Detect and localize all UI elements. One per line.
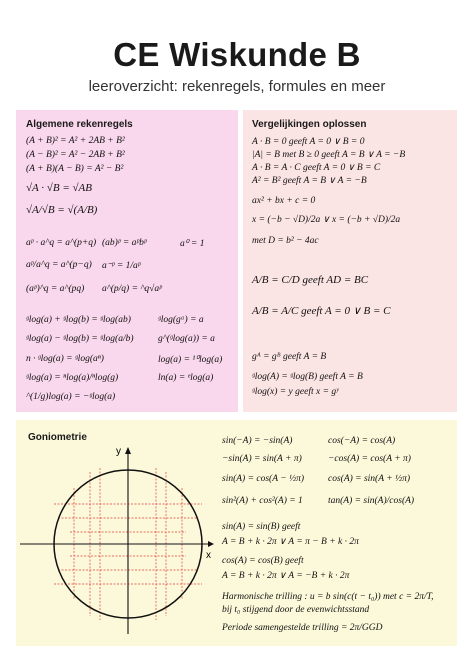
rule-equal-numerators: A/B = A/C geeft A = 0 ∨ B = C (252, 305, 391, 317)
formula-sum-diff: (A + B)(A − B) = A² − B² (26, 164, 124, 174)
axis-y-label: y (116, 446, 121, 457)
axes (20, 447, 214, 634)
formula-log-reciprocal-base: ^(1/g)log(a) = −ᵍlog(a) (26, 392, 116, 402)
discriminant: met D = b² − 4ac (252, 236, 319, 246)
period-combined-oscillation: Periode samengestelde trilling = 2π/GGD (222, 623, 383, 633)
panel-title: Vergelijkingen oplossen (252, 119, 367, 130)
formula-sin-pi: −sin(A) = sin(A + π) (222, 454, 302, 464)
panel-goniometrie (16, 420, 457, 646)
unit-circle-diagram (18, 444, 218, 644)
rule-common-factor: A · B = A · C geeft A = 0 ∨ B = C (252, 163, 381, 173)
formula-exp-fraction: a^(p/q) = ^q√aᵖ (102, 284, 162, 294)
formula-cos-neg: cos(−A) = cos(A) (328, 436, 396, 446)
formula-log-base10: log(a) = ¹⁰log(a) (158, 355, 223, 365)
abc-formula: x = (−b − √D)/2a ∨ x = (−b + √D)/2a (252, 215, 401, 225)
axis-x-label: x (206, 550, 211, 561)
rule-sin-solution: A = B + k · 2π ∨ A = π − B + k · 2π (222, 537, 359, 547)
formula-root-product: √A · √B = √AB (26, 182, 92, 194)
formula-exp-power: (aᵖ)^q = a^(pq) (26, 284, 85, 294)
panel-title: Goniometrie (28, 432, 87, 443)
formula-exp-zero: a⁰ = 1 (180, 239, 205, 249)
formula-cos-pi: −cos(A) = cos(A + π) (328, 454, 411, 464)
formula-log-power: n · ᵍlog(a) = ᵍlog(aⁿ) (26, 354, 104, 364)
formula-root-quotient: √A/√B = √(A/B) (26, 204, 98, 216)
formula-exp-power-product: (ab)ᵖ = aᵖbᵖ (102, 238, 147, 248)
rule-log-solve: ᵍlog(x) = y geeft x = gʸ (252, 387, 339, 397)
rule-product-zero: A · B = 0 geeft A = 0 ∨ B = 0 (252, 137, 365, 147)
rule-squares: A² = B² geeft A = B ∨ A = −B (252, 176, 367, 186)
formula-square-diff: (A − B)² = A² − 2AB + B² (26, 150, 125, 160)
rule-cos-equal: cos(A) = cos(B) geeft (222, 556, 304, 566)
panel-title: Algemene rekenregels (26, 119, 133, 130)
formula-log-sum: ᵍlog(a) + ᵍlog(b) = ᵍlog(ab) (26, 315, 131, 325)
formula-square-sum: (A + B)² = A² + 2AB + B² (26, 136, 125, 146)
panel-vergelijkingen-oplossen (243, 110, 457, 412)
formula-exp-quotient: aᵖ/a^q = a^(p−q) (26, 260, 92, 270)
formula-exp-product: aᵖ · a^q = a^(p+q) (26, 238, 97, 248)
rule-absolute: |A| = B met B ≥ 0 geeft A = B ∨ A = −B (252, 150, 406, 160)
harmonic-oscillation: Harmonische trilling : u = b sin(c(t − t₀)) met c = 2π/T, (222, 592, 434, 602)
formula-log-change-base: ᵍlog(a) = ⁿlog(a)/ⁿlog(g) (26, 373, 119, 383)
quadratic-equation: ax² + bx + c = 0 (252, 196, 316, 206)
page-title: CE Wiskunde B (113, 36, 361, 73)
formula-cos-shift: cos(A) = sin(A + ½π) (328, 474, 411, 484)
formula-exp-negative: a⁻ᵖ = 1/aᵖ (102, 261, 141, 271)
rule-sin-equal: sin(A) = sin(B) geeft (222, 522, 301, 532)
formula-sin-neg: sin(−A) = −sin(A) (222, 436, 293, 446)
formula-sin-shift: sin(A) = cos(A − ½π) (222, 474, 305, 484)
rule-exponential: gᴬ = gᴮ geeft A = B (252, 352, 327, 362)
rule-log-equal: ᵍlog(A) = ᵍlog(B) geeft A = B (252, 372, 363, 382)
formula-log-difference: ᵍlog(a) − ᵍlog(b) = ᵍlog(a/b) (26, 334, 134, 344)
page-subtitle: leeroverzicht: rekenregels, formules en meer (88, 78, 386, 95)
formula-tan: tan(A) = sin(A)/cos(A) (328, 496, 415, 506)
formula-ln: ln(a) = ᵉlog(a) (158, 373, 214, 383)
panel-algemene-rekenregels (16, 110, 238, 412)
formula-pythagoras: sin²(A) + cos²(A) = 1 (222, 496, 303, 506)
formula-log-inverse: ᵍlog(gᵃ) = a (158, 315, 204, 325)
harmonic-oscillation-note: bij t₀ stijgend door de evenwichtsstand (222, 605, 370, 615)
formula-log-exp: g^(ᵍlog(a)) = a (158, 334, 215, 344)
rule-cos-solution: A = B + k · 2π ∨ A = −B + k · 2π (222, 571, 350, 581)
rule-cross-multiply: A/B = C/D geeft AD = BC (252, 274, 369, 286)
